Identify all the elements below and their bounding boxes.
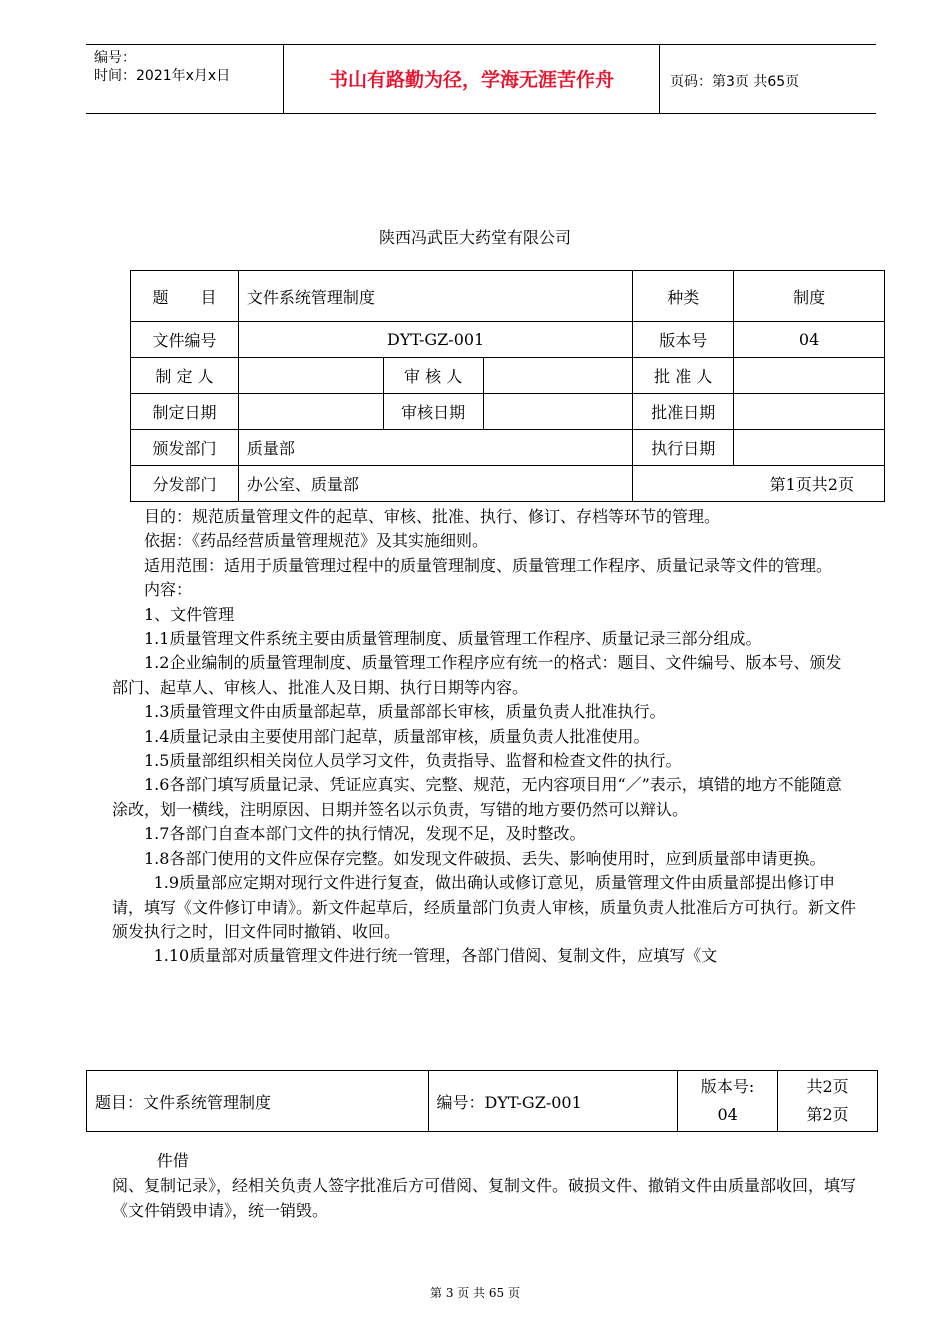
footer-page: 第2页 bbox=[806, 1105, 849, 1124]
time-label: 时间：2021年x月x日 bbox=[94, 68, 231, 84]
footer-version bbox=[678, 1071, 778, 1132]
table-row bbox=[131, 466, 885, 502]
dist-dept-value: 办公室、质量部 bbox=[238, 466, 632, 502]
paragraph-section-heading: 1、文件管理 bbox=[144, 604, 235, 624]
footer-total-pages: 共2页 bbox=[806, 1077, 849, 1096]
paragraph-basis: 依据：《药品经营质量管理规范》及其实施细则。 bbox=[144, 531, 489, 551]
paragraph-1-6: 1.6各部门填写质量记录、凭证应真实、完整、规范，无内容项目用“／”表示，填错的地方不能随意涂改，划一横线，注明原因、日期并签名以示负责，写错的地方要仍然可以辩认。 bbox=[112, 775, 842, 819]
review-date-value bbox=[483, 394, 633, 430]
review-date-label: 审核日期 bbox=[383, 394, 483, 430]
footer-pages bbox=[778, 1071, 878, 1132]
author-date-value bbox=[238, 394, 383, 430]
continuation-line-2: 阅、复制记录》，经相关负责人签字批准后方可借阅、复制文件。破损文件、撤销文件由质量部收回，填写《文件销毁申请》，统一销毁。 bbox=[112, 1176, 857, 1220]
paragraph-1-3: 1.3质量管理文件由质量部起草，质量部部长审核，质量负责人批准执行。 bbox=[144, 702, 666, 722]
page-number: 第 3 页 共 65 页 bbox=[430, 1286, 520, 1300]
table-row bbox=[87, 1071, 878, 1132]
author-date-label: 制定日期 bbox=[131, 394, 239, 430]
kind-label: 种类 bbox=[633, 271, 734, 322]
exec-date-value bbox=[734, 430, 885, 466]
footer-version-value: 04 bbox=[717, 1105, 738, 1124]
table-row bbox=[131, 358, 885, 394]
issue-dept-label: 颁发部门 bbox=[131, 430, 239, 466]
document-header bbox=[86, 44, 876, 114]
doc-no-label: 文件编号 bbox=[131, 322, 239, 358]
approve-date-label: 批准日期 bbox=[633, 394, 734, 430]
approver-value bbox=[734, 358, 885, 394]
header-divider bbox=[659, 45, 660, 113]
paragraph-1-10: 1.10质量部对质量管理文件进行统一管理，各部门借阅、复制文件，应填写《文 bbox=[153, 946, 718, 966]
exec-date-label: 执行日期 bbox=[633, 430, 734, 466]
paragraph-1-8: 1.8各部门使用的文件应保存完整。如发现文件破损、丢失、影响使用时，应到质量部申请更换。 bbox=[144, 848, 826, 868]
page-count: 第1页共2页 bbox=[633, 466, 885, 502]
paragraph-content-heading: 内容： bbox=[144, 580, 193, 600]
number-label: 编号： bbox=[94, 50, 136, 66]
paragraph-1-2: 1.2企业编制的质量管理制度、质量管理工作程序应有统一的格式：题目、文件编号、版本号、颁发部门、起草人、审核人、批准人及日期、执行日期等内容。 bbox=[112, 653, 842, 697]
table-row bbox=[131, 394, 885, 430]
paragraph-1-9: 1.9质量部应定期对现行文件进行复查，做出确认或修订意见，质量管理文件由质量部提出修订申请，填写《文件修订申请》。新文件起草后，经质量部门负责人审核，质量负责人批准后方可执行。新文件颁发执行之时，旧文件同时撤销、收回。 bbox=[112, 873, 857, 941]
title-value: 文件系统管理制度 bbox=[238, 271, 632, 322]
continuation-text bbox=[112, 1148, 857, 1223]
table-row bbox=[131, 430, 885, 466]
continuation-line-1: 件借 bbox=[156, 1151, 189, 1170]
footer-title: 题目：文件系统管理制度 bbox=[87, 1071, 429, 1132]
dist-dept-label: 分发部门 bbox=[131, 466, 239, 502]
reviewer-value bbox=[483, 358, 633, 394]
approver-label: 批 准 人 bbox=[633, 358, 734, 394]
header-motto: 书山有路勤为径，学海无涯苦作舟 bbox=[328, 69, 614, 91]
paragraph-1-5: 1.5质量部组织相关岗位人员学习文件，负责指导、监督和检查文件的执行。 bbox=[144, 751, 682, 771]
document-info-table bbox=[130, 270, 885, 502]
author-label: 制 定 人 bbox=[131, 358, 239, 394]
footer-table bbox=[86, 1070, 878, 1132]
table-row bbox=[131, 271, 885, 322]
version-value: 04 bbox=[734, 322, 885, 358]
footer-doc-no: 编号：DYT-GZ-001 bbox=[428, 1071, 678, 1132]
header-left bbox=[94, 49, 230, 85]
paragraph-1-7: 1.7各部门自查本部门文件的执行情况，发现不足，及时整改。 bbox=[144, 824, 586, 844]
paragraph-scope: 适用范围：适用于质量管理过程中的质量管理制度、质量管理工作程序、质量记录等文件的管理。 bbox=[144, 555, 833, 575]
version-label: 版本号 bbox=[633, 322, 734, 358]
reviewer-label: 审 核 人 bbox=[383, 358, 483, 394]
header-page-info: 页码：第3页 共65页 bbox=[670, 74, 800, 90]
paragraph-purpose: 目的：规范质量管理文件的起草、审核、批准、执行、修订、存档等环节的管理。 bbox=[144, 507, 721, 526]
table-row bbox=[131, 322, 885, 358]
company-name: 陕西冯武臣大药堂有限公司 bbox=[378, 228, 571, 247]
issue-dept-value: 质量部 bbox=[238, 430, 632, 466]
title-label: 题 目 bbox=[131, 271, 239, 322]
kind-value: 制度 bbox=[734, 271, 885, 322]
doc-no-value: DYT-GZ-001 bbox=[238, 322, 632, 358]
author-value bbox=[238, 358, 383, 394]
approve-date-value bbox=[734, 394, 885, 430]
document-body bbox=[112, 505, 857, 969]
paragraph-1-1: 1.1质量管理文件系统主要由质量管理制度、质量管理工作程序、质量记录三部分组成。 bbox=[144, 629, 762, 649]
paragraph-1-4: 1.4质量记录由主要使用部门起草，质量部审核，质量负责人批准使用。 bbox=[144, 726, 650, 746]
footer-version-label: 版本号: bbox=[700, 1077, 755, 1096]
